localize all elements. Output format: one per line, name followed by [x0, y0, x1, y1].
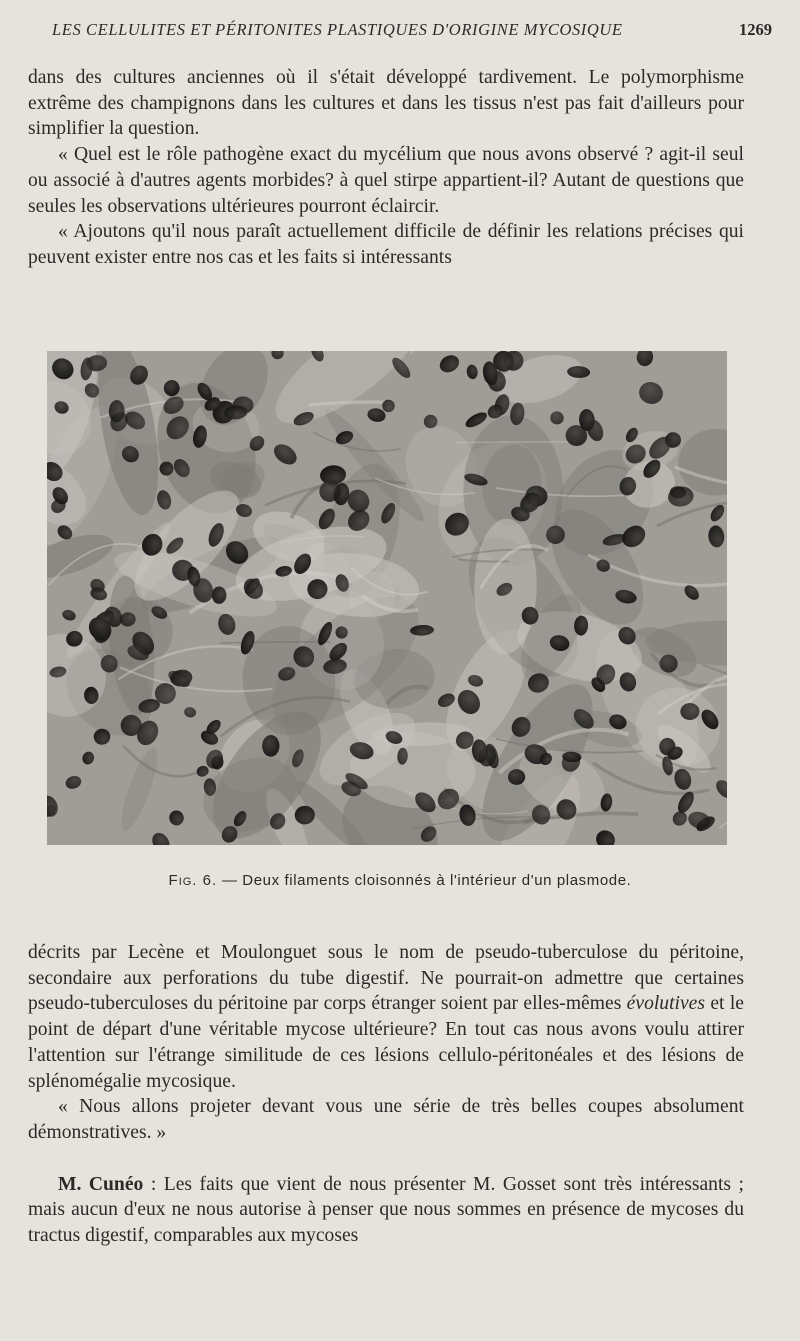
paragraph-4-start: décrits par Lecène et Moulonguet sous le nom de pseudo-tuberculose du péritoine, secondaire aux perforations du tube digestif. Ne pourrait-on admettre que certaines pseudo-tuberculoses du péritoine par corps étranger soient par elles-mêmes — [28, 942, 744, 1015]
paragraph-6-text: : Les faits que vient de nous présenter M. Gosset sont très intéressants ; mais aucun d'eux ne nous autorise à penser que nous sommes en présence de mycoses du tractus digestif, comparables aux mycoses — [28, 1173, 744, 1247]
paragraph-6 — [28, 1172, 744, 1249]
micrograph-image — [47, 351, 727, 845]
figure-caption-text: — Deux filaments cloisonnés à l'intérieur d'un plasmode. — [221, 872, 632, 889]
figure-label: Fig. 6. — [168, 872, 218, 889]
speaker-name: M. Cunéo — [58, 1173, 144, 1195]
paragraph-4-emphasis: évolutives — [626, 993, 706, 1015]
paragraph-4 — [28, 940, 744, 1094]
fiber-strand — [455, 442, 571, 443]
paragraph-1: dans des cultures anciennes où il s'était développé tardivement. Le polymorphisme extrême des champignons dans les cultures et dans les tissus n'est pas fait d'ailleurs pour simplifier la question. — [28, 67, 744, 140]
figure-caption — [0, 872, 800, 889]
bottom-text-block — [28, 940, 744, 1249]
cell-nucleus — [508, 769, 525, 785]
page-number: 1269 — [739, 20, 772, 39]
paragraph-2: « Quel est le rôle pathogène exact du mycélium que nous avons observé ? agit-il seul ou associé à d'autres agents morbides? à quel stirpe appartient-il? Autant de questions que seules les observations ultérieures pourront éclaircir. — [28, 144, 744, 217]
paragraph-3: « Ajoutons qu'il nous paraît actuellement difficile de définir les relations précises qui peuvent exister entre nos cas et les faits si intéressants — [28, 221, 744, 268]
running-title: LES CELLULITES ET PÉRITONITES PLASTIQUES D'ORIGINE MYCOSIQUE — [52, 20, 623, 39]
top-text-block — [28, 65, 744, 271]
micrograph-figure — [47, 351, 727, 845]
paragraph-5: « Nous allons projeter devant vous une série de très belles coupes absolument démonstratives. » — [28, 1096, 744, 1143]
paragraph-4-end: et le point de départ d'une véritable mycose ultérieure? En tout cas nous avons voulu attirer l'attention sur l'étrange similitude de ces lésions cellulo-péritonéales et des lésions de splénomégalie mycosique. — [28, 993, 744, 1092]
cell-nucleus — [212, 587, 227, 604]
running-head — [52, 20, 772, 44]
